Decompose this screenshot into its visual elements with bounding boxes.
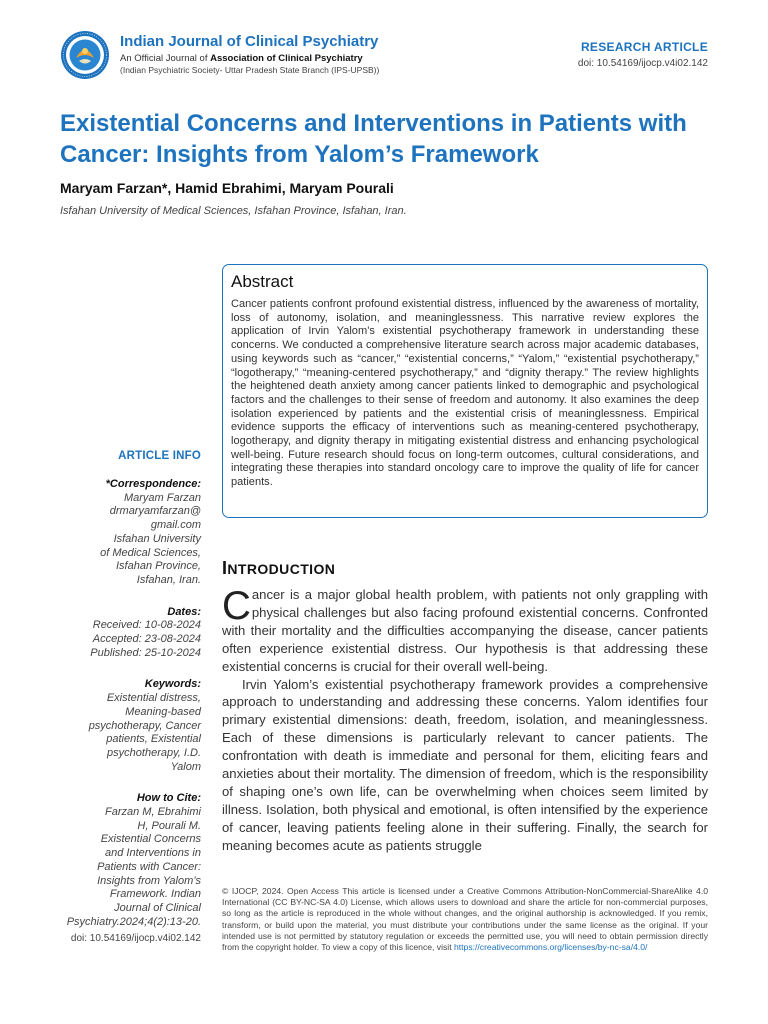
- official-org: Association of Clinical Psychiatry: [210, 53, 363, 64]
- keywords-line: Existential distress,: [106, 692, 201, 705]
- citation-line: Insights from Yalom’s: [97, 874, 201, 887]
- keywords-section: [60, 678, 201, 774]
- sidebar-doi: doi: 10.54169/ijocp.v4i02.142: [70, 933, 201, 945]
- official-prefix: An Official Journal of: [120, 53, 211, 64]
- author-list: Maryam Farzan*, Hamid Ebrahimi, Maryam Pourali: [60, 180, 394, 196]
- abstract-text: Cancer patients confront profound existential distress, influenced by the awareness of mortality, loss of autonomy, isolation, and meaninglessness. This narrative review explores the application of Irvin Yalom’s existential psychotherapy framework in understanding these concerns. We conducted a comprehensive literature search across major academic databases, using keywords such as “cancer,” “existential concerns,” “Yalom,” “existential psychotherapy,” “logotherapy,” “meaning-centered psychotherapy,” and “dignity therapy.” The review highlights the heightened death anxiety among cancer patients linked to demographic and psychological factors and the challenges to their sense of freedom and autonomy. It also examines the deep isolation experienced by patients and the existential crisis of meaninglessness. Empirical evidence supports the efficacy of interventions such as meaning-centered psychotherapy, logotherapy, and dignity therapy in mitigating existential distress and enhancing psychological well-being. Future research should focus on long-term outcomes, cultural considerations, and integrating these therapies into standard oncology care to improve the quality of life for cancer patients.: [231, 298, 699, 489]
- keywords-line: psychotherapy, I.D.: [107, 746, 201, 759]
- journal-name: Indian Journal of Clinical Psychiatry: [120, 33, 379, 50]
- introduction-heading: [222, 558, 335, 579]
- correspondence-line: drmaryamfarzan@: [109, 505, 201, 518]
- citation-line: Psychiatry.2024;4(2):13-20.: [66, 915, 201, 928]
- heading-initial: I: [222, 558, 228, 578]
- affiliation: Isfahan University of Medical Sciences, Isfahan Province, Isfahan, Iran.: [60, 205, 407, 217]
- date-published: Published: 25-10-2024: [90, 646, 201, 659]
- date-received: Received: 10-08-2024: [92, 619, 201, 632]
- keywords-line: Yalom: [170, 760, 201, 773]
- correspondence-section: [60, 478, 201, 588]
- intro-paragraph-1: [222, 586, 708, 676]
- date-accepted: Accepted: 23-08-2024: [92, 633, 201, 646]
- drop-cap: C: [222, 584, 251, 628]
- abstract-box: [222, 264, 708, 518]
- keywords-label: Keywords:: [144, 678, 201, 691]
- keywords-line: psychotherapy, Cancer: [88, 719, 201, 732]
- article-info-sidebar: [60, 450, 201, 944]
- correspondence-line: of Medical Sciences,: [100, 546, 201, 559]
- citation-line: Farzan M, Ebrahimi: [105, 806, 201, 819]
- dates-section: [60, 606, 201, 661]
- heading-rest: NTRODUCTION: [227, 561, 336, 577]
- keywords-line: patients, Existential: [106, 733, 201, 746]
- header-doi: doi: 10.54169/ijocp.v4i02.142: [577, 58, 708, 69]
- correspondence-line: Isfahan University: [113, 532, 201, 545]
- correspondence-label: *Correspondence:: [105, 478, 201, 490]
- license-text: © IJOCP, 2024. Open Access This article is licensed under a Creative Commons Attribution-NonCommercial-ShareAlike 4.0 International (CC BY-NC-SA 4.0) License, which allows users to download and share the article for non-commercial purposes, so long as the article is reproduced in the whole without changes, and the original authorship is acknowledged. If you remix, transform, or build upon the material, you must distribute your contributions under the same license as the original. If your intended use is not permitted by statutory regulation or exceeds the permitted use, you will need to obtain permission directly from the copyright holder. To view a copy of this licence, visit: [222, 886, 708, 953]
- article-title: Existential Concerns and Interventions in Patients with Cancer: Insights from Yalom’s Framework: [60, 110, 687, 168]
- citation-line: and Interventions in: [104, 847, 201, 860]
- dates-label: Dates:: [167, 605, 201, 618]
- citation-line: Patients with Cancer:: [97, 860, 201, 873]
- keywords-line: Meaning-based: [125, 705, 201, 718]
- intro-paragraph-1-text: ancer is a major global health problem, with patients not only grappling with physical challenges but also facing profound existential concerns. Confronted with their mortality and the difficulties accompanying the disease, cancer patients often experience existential distress. Our hypothesis is that addressing these existential concerns is crucial for their overall well-being.: [222, 587, 708, 674]
- article-info-title: ARTICLE INFO: [118, 450, 201, 462]
- society-line: (Indian Psychiatric Society- Uttar Pradesh State Branch (IPS-UPSB)): [120, 65, 380, 75]
- citation-line: H, Pourali M.: [137, 819, 201, 832]
- intro-paragraph-2: Irvin Yalom’s existential psychotherapy framework provides a comprehensive approach to understanding and addressing these concerns. Yalom identifies four primary existential dimensions: death, freedom, isolation, and meaninglessness. Each of these dimensions is particularly relevant to cancer patients. The confrontation with death is immediate and personal for them, eliciting fears and anxieties about their mortality. The dimension of freedom, which is the responsibility of shaping one’s own life, can be overwhelming when choices seem limited by illness. Isolation, both physical and emotional, is often intensified by the experience of cancer, leaving patients feeling alone in their suffering. Finally, the search for meaning becomes acute as patients struggle: [222, 676, 708, 853]
- how-to-cite-section: [60, 792, 201, 944]
- journal-seal-logo-icon: [60, 30, 110, 80]
- license-notice: [222, 886, 708, 953]
- correspondence-line: gmail.com: [150, 519, 201, 532]
- license-link[interactable]: https://creativecommons.org/licenses/by-nc-sa/4.0/: [453, 942, 648, 953]
- how-to-cite-label: How to Cite:: [136, 792, 201, 805]
- correspondence-line: Maryam Farzan: [123, 491, 201, 504]
- introduction-body: [222, 586, 708, 855]
- citation-line: Framework. Indian: [109, 888, 201, 901]
- citation-line: Journal of Clinical: [114, 901, 201, 914]
- article-type-label: RESEARCH ARTICLE: [580, 40, 708, 54]
- correspondence-line: Isfahan, Iran.: [136, 573, 201, 586]
- official-journal-line: [120, 53, 363, 64]
- correspondence-line: Isfahan Province,: [116, 560, 201, 573]
- citation-line: Existential Concerns: [100, 833, 201, 846]
- abstract-heading: Abstract: [231, 272, 294, 291]
